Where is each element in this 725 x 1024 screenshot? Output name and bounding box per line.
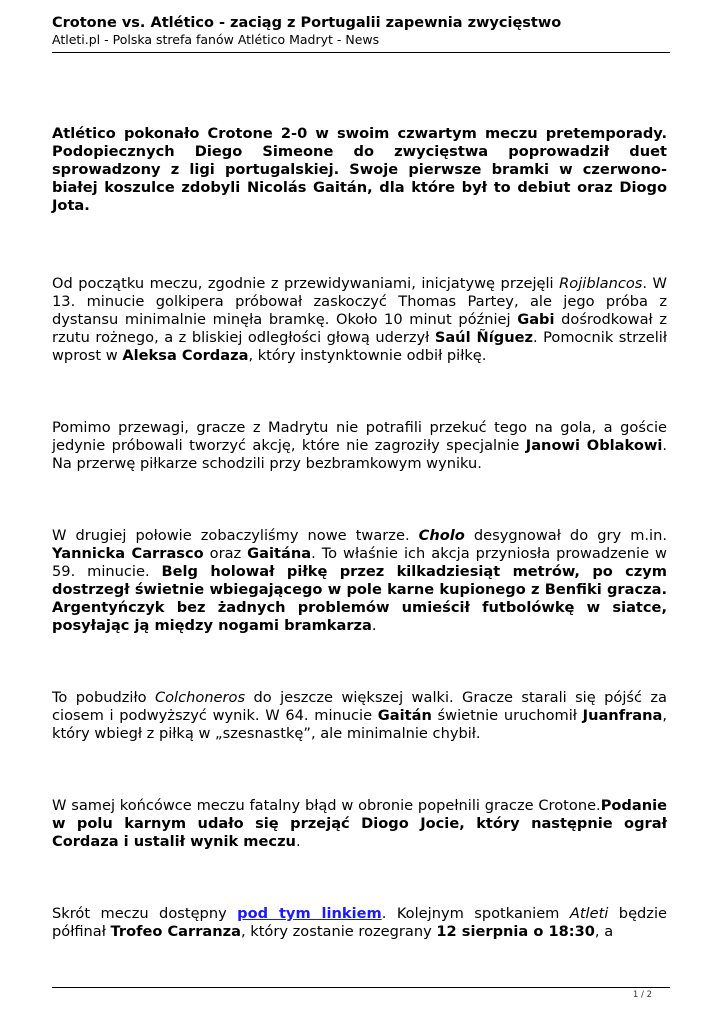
text: . To właśnie ich akcja przyniosła prowadzenie w 59. minucie.: [52, 545, 667, 580]
lead-paragraph: Atlético pokonało Crotone 2-0 w swoim czwartym meczu pretemporady. Podopiecznych Diego Simeone do zwycięstwa poprowadził duet sprowadzony z ligi portugalskiej. Swoje pierwsze bramki w czerwono-białej koszulce zdobyli Nicolás Gaitán, dla które był to debiut oraz Diogo Jota.: [52, 125, 667, 214]
text: W samej końcówce meczu fatalny błąd w obronie popełnili gracze Crotone.: [52, 797, 601, 814]
bold-text: Aleksa Cordaza: [122, 347, 249, 364]
bold-text: Gaitán: [377, 707, 432, 724]
text: W drugiej połowie zobaczyliśmy nowe twarze.: [52, 527, 419, 544]
bold-text: Trofeo Carranza: [110, 923, 241, 940]
bold-text: Saúl Ñíguez: [434, 329, 533, 346]
bold-text: Belg holował piłkę przez kilkadziesiąt metrów, po czym dostrzegł świetnie wbiegającego w pole karne kupionego z Benfiki gracza. Argentyńczyk bez żadnych problemów umieścił futbolówkę w siatce, posyłając ją między nogami bramkarza: [52, 563, 668, 634]
bold-text: Gabi: [517, 311, 555, 328]
article-body: [52, 125, 667, 941]
article-title: Crotone vs. Atlético - zaciąg z Portugalii zapewnia zwycięstwo: [52, 15, 562, 31]
text: do jeszcze większej walki. Gracze starali się pójść za ciosem i podwyższyć wynik. W 64. minucie: [52, 689, 668, 724]
paragraph-6: [52, 905, 667, 941]
paragraph-3: [52, 527, 667, 635]
paragraph-5: [52, 797, 667, 851]
text: To pobudziło: [52, 689, 155, 706]
italic-text: Atleti: [569, 905, 609, 922]
text: Skrót meczu dostępny: [52, 905, 238, 922]
document-header: [52, 14, 670, 48]
footer-divider: [52, 987, 670, 988]
paragraph-4: [52, 689, 667, 743]
text: , który zostanie rozegrany: [240, 923, 437, 940]
text: dośrodkował z rzutu rożnego, a z bliskiej odległości głową uderzył: [52, 311, 667, 346]
header-divider: [52, 52, 670, 53]
bold-text: 12 sierpnia o 18:30: [436, 923, 595, 940]
text: . Kolejnym spotkaniem: [381, 905, 570, 922]
text: Od początku meczu, zgodnie z przewidywaniami, inicjatywę przejęli: [52, 275, 560, 292]
text: świetnie uruchomił: [431, 707, 583, 724]
text: Pomimo przewagi, gracze z Madrytu nie potrafili przekuć tego na gola, a goście jedynie próbowali tworzyć akcję, które nie zagroziły specjalnie: [52, 419, 667, 454]
bold-text: Gaitána: [247, 545, 312, 562]
bold-text: Janowi Oblakowi: [525, 437, 663, 454]
text: .: [295, 833, 301, 850]
text: , który wbiegł z piłką w „szesnastkę”, ale minimalnie chybił.: [52, 707, 667, 742]
site-subtitle: Atleti.pl - Polska strefa fanów Atlético Madryt - News: [52, 32, 380, 47]
bold-text: Podanie w polu karnym udało się przejąć Diogo Jocie, który następnie ograł Cordaza i ustalił wynik meczu: [52, 797, 667, 850]
video-link[interactable]: pod tym linkiem: [237, 905, 382, 922]
bold-text: Yannicka Carrasco: [52, 545, 204, 562]
bold-text: Juanfrana: [582, 707, 663, 724]
italic-text: Rojiblancos: [559, 275, 643, 292]
text: . W 13. minucie golkipera próbował zaskoczyć Thomas Partey, ale jego próba z dystansu minimalnie minęła bramkę. Około 10 minut później: [52, 275, 667, 328]
text: .: [371, 617, 377, 634]
text: . Pomocnik strzelił wprost w: [52, 329, 667, 364]
bold-italic-text: Cholo: [418, 527, 465, 544]
text: , a: [594, 923, 614, 940]
text: będzie półfinał: [52, 905, 668, 940]
page-number: 1 / 2: [632, 990, 652, 1000]
text: . Na przerwę piłkarze schodzili przy bezbramkowym wyniku.: [52, 437, 667, 472]
paragraph-1: [52, 275, 667, 365]
paragraph-2: [52, 419, 667, 473]
italic-text: Colchoneros: [154, 689, 246, 706]
text: oraz: [203, 545, 248, 562]
text: desygnował do gry m.in.: [464, 527, 667, 544]
text: , który instynktownie odbił piłkę.: [248, 347, 487, 364]
